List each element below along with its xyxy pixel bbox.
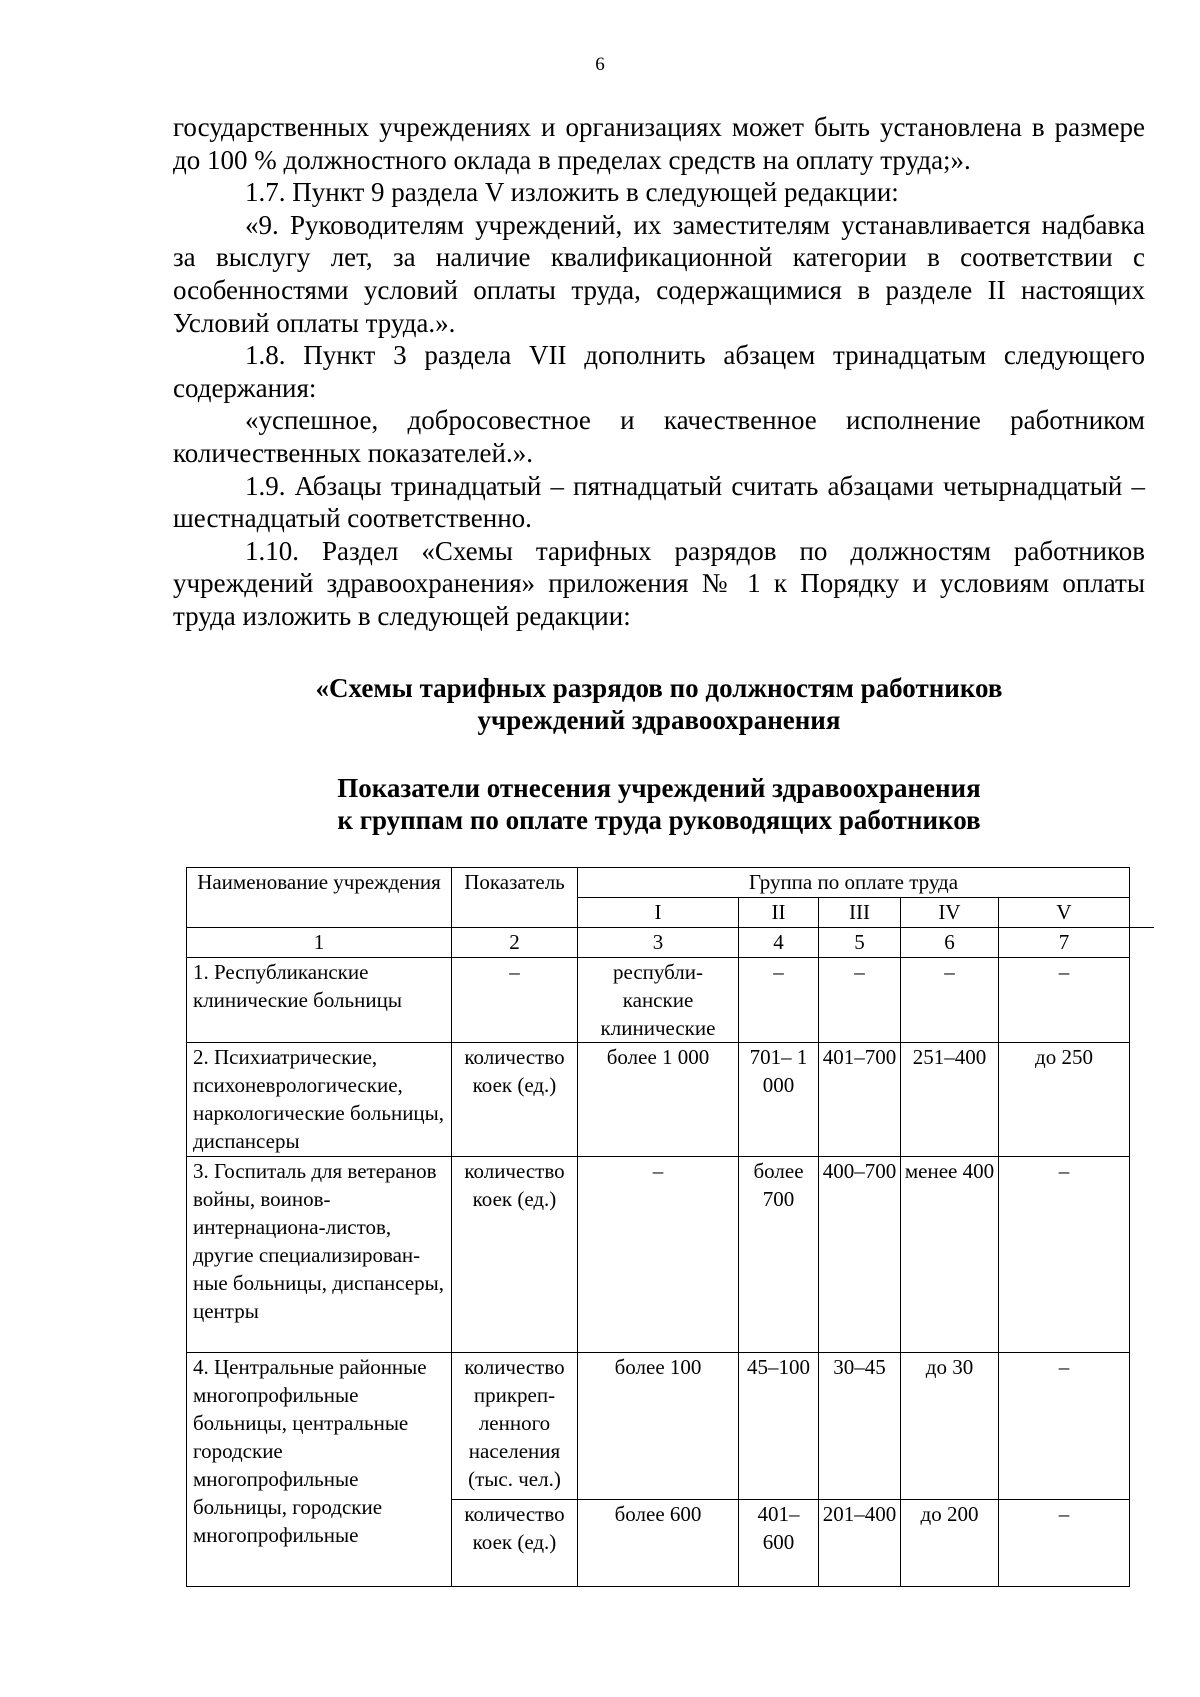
value-cell: 401– 600: [739, 1500, 819, 1587]
paragraph: «успешное, добросовестное и качественное исполнение работником количественных показателей.».: [173, 405, 1145, 468]
header-group-ii: II: [739, 898, 819, 928]
table-row: [187, 1157, 1130, 1353]
value-cell: –: [739, 958, 819, 1043]
table-row: [187, 958, 1130, 1043]
value-cell: более 1 000: [578, 1043, 739, 1157]
value-cell: 251–400: [901, 1043, 999, 1157]
table-rule-extension: [1129, 927, 1154, 928]
value-cell: менее 400: [901, 1157, 999, 1353]
section-title-line: «Схемы тарифных разрядов по должностям работников: [315, 673, 1003, 703]
value-cell: –: [999, 1353, 1130, 1500]
column-number: 5: [819, 928, 901, 958]
value-cell: до 250: [999, 1043, 1130, 1157]
value-cell: –: [999, 1157, 1130, 1353]
value-cell: 400–700: [819, 1157, 901, 1353]
institution-name: 3. Госпиталь для ветеранов войны, воинов-интернациона-листов, другие специализирован-ные больницы, диспансеры, центры: [187, 1157, 452, 1353]
indicator-cell: количество коек (ед.): [452, 1043, 578, 1157]
value-cell: –: [901, 958, 999, 1043]
section-title: [173, 672, 1145, 736]
table-title: [173, 772, 1145, 836]
page-number: 6: [595, 54, 605, 75]
header-group-iv: IV: [901, 898, 999, 928]
column-number: 7: [999, 928, 1130, 958]
paragraph: «9. Руководителям учреждений, их заместителям устанавливается надбавка за выслугу лет, за наличие квалификационной категории в соответствии с особенностями условий оплаты труда, содержащимися в разделе II настоящих Условий оплаты труда.».: [173, 209, 1145, 338]
value-cell: до 30: [901, 1353, 999, 1500]
column-number: 3: [578, 928, 739, 958]
value-cell: 45–100: [739, 1353, 819, 1500]
value-cell: более 600: [578, 1500, 739, 1587]
value-cell: 201–400: [819, 1500, 901, 1587]
value-cell: –: [578, 1157, 739, 1353]
value-cell: 401–700: [819, 1043, 901, 1157]
column-number: 2: [452, 928, 578, 958]
paragraph: 1.8. Пункт 3 раздела VII дополнить абзацем тринадцатым следующего содержания:: [173, 340, 1145, 403]
institution-name: 4. Центральные районные многопрофильные больницы, центральные городские многопрофильные больницы, городские многопрофильные: [187, 1353, 452, 1587]
paragraph: 1.7. Пункт 9 раздела V изложить в следующей редакции:: [245, 177, 899, 208]
indicator-cell: количество прикреп-ленного населения (тыс. чел.): [452, 1353, 578, 1500]
column-number-row: [187, 928, 1130, 958]
table-row: [187, 1353, 1130, 1500]
value-cell: 30–45: [819, 1353, 901, 1500]
section-title-line: учреждений здравоохранения: [477, 705, 841, 735]
value-cell: более 700: [739, 1157, 819, 1353]
paragraph: 1.10. Раздел «Схемы тарифных разрядов по должностям работников учреждений здравоохранения» приложения № 1 к Порядку и условиям оплаты труда изложить в следующей редакции:: [173, 535, 1145, 631]
value-cell: 701– 1 000: [739, 1043, 819, 1157]
value-cell: республи-канские клинические: [578, 958, 739, 1043]
indicator-cell: количество коек (ед.): [452, 1500, 578, 1587]
value-cell: –: [999, 958, 1130, 1043]
table-header-row: [187, 868, 1130, 898]
column-number: 4: [739, 928, 819, 958]
header-group-v: V: [999, 898, 1130, 928]
paragraph: 1.9. Абзацы тринадцатый – пятнадцатый считать абзацами четырнадцатый – шестнадцатый соответственно.: [173, 470, 1145, 534]
value-cell: до 200: [901, 1500, 999, 1587]
column-number: 6: [901, 928, 999, 958]
header-group-iii: III: [819, 898, 901, 928]
indicator-cell: количество коек (ед.): [452, 1157, 578, 1353]
header-name: Наименование учреждения: [187, 868, 452, 928]
institution-name: 2. Психиатрические, психоневрологические, наркологические больницы, диспансеры: [187, 1043, 452, 1157]
value-cell: –: [999, 1500, 1130, 1587]
table-title-line: Показатели отнесения учреждений здравоохранения: [337, 773, 981, 803]
table-title-line: к группам по оплате труда руководящих работников: [337, 805, 981, 835]
paragraph: государственных учреждениях и организациях может быть установлена в размере до 100 % должностного оклада в пределах средств на оплату труда;».: [173, 112, 1145, 175]
indicator-cell: –: [452, 958, 578, 1043]
institution-name: 1. Республиканские клинические больницы: [187, 958, 452, 1043]
body-text: [173, 111, 1145, 633]
value-cell: более 100: [578, 1353, 739, 1500]
header-indicator: Показатель: [452, 868, 578, 928]
table-row: [187, 1043, 1130, 1157]
value-cell: –: [819, 958, 901, 1043]
header-group: Группа по оплате труда: [578, 868, 1130, 898]
pay-group-table: [186, 867, 1130, 1587]
column-number: 1: [187, 928, 452, 958]
header-group-i: I: [578, 898, 739, 928]
